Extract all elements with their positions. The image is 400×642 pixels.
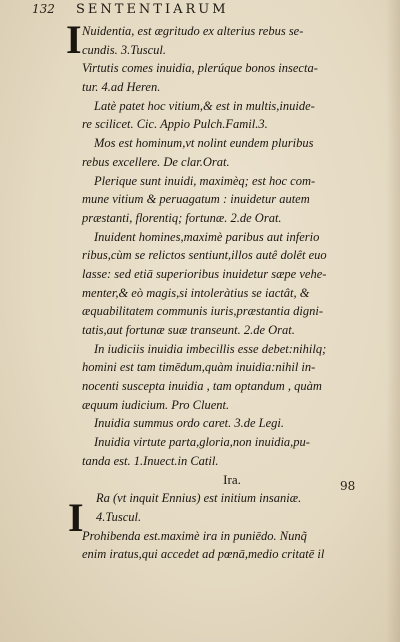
text-line: tatis,aut fortunæ suæ transeunt. 2.de Orat. xyxy=(82,323,295,337)
text-line: Virtutis comes inuidia, plerúque bonos insecta- xyxy=(82,61,318,76)
body-text xyxy=(82,22,382,564)
text-line: Ra (vt inquit Ennius) est initium insaniæ. xyxy=(96,491,302,506)
text-line: Inuidia virtute parta,gloria,non inuidia,pu- xyxy=(94,435,310,450)
text-line: tanda est. 1.Inuect.in Catil. xyxy=(82,453,219,468)
text-line: re scilicet. Cic. Appio Pulch.Famil.3. xyxy=(82,117,268,132)
text-line: Nuidentia, est ægritudo ex alterius rebus se- xyxy=(82,24,304,38)
text-line: præstanti, florentiq; fortunæ. 2.de Orat. xyxy=(82,210,282,225)
text-line: æquabilitatem communis iuris,præstantia digni- xyxy=(82,304,323,319)
section-heading-ira: Ira. xyxy=(223,471,241,487)
text-line: ribus,cùm se relictos sentiunt,illos autê dolêt euo xyxy=(82,248,327,263)
text-line: Inuident homines,maximè paribus aut inferio xyxy=(94,229,320,244)
running-head xyxy=(32,2,384,20)
text-line: Inuidia summus ordo caret. 3.de Legi. xyxy=(94,416,285,431)
text-line: æquum iudicium. Pro Cluent. xyxy=(82,397,230,412)
text-line: nocenti suscepta inuidia , tam optandum , quàm xyxy=(82,379,322,394)
text-line: cundis. 3.Tuscul. xyxy=(82,42,167,57)
running-title: SENTENTIARUM xyxy=(76,2,229,17)
text-line: enim iratus,qui accedet ad pœnā,medio critatē il xyxy=(82,547,325,562)
text-line: tur. 4.ad Heren. xyxy=(82,80,161,95)
text-line: 4.Tuscul. xyxy=(96,509,142,524)
text-line: homini est tam timēdum,quàm inuidia:nihil in- xyxy=(82,360,316,375)
text-line: Prohibenda est.maximè ira in puniēdo. Nunq̃ xyxy=(82,528,307,543)
page-number: 132 xyxy=(32,2,55,16)
text-line: rebus excellere. De clar.Orat. xyxy=(82,154,230,169)
text-line: menter,& eò magis,si intoleràtius se iactât, & xyxy=(82,285,310,300)
page-edge-shadow xyxy=(386,0,400,642)
text-line: Plerique sunt inuidi, maximèq; est hoc com- xyxy=(94,173,316,188)
marginal-number: 98 xyxy=(340,479,356,493)
text-line: mune vitium & peruagatum : inuidetur autem xyxy=(82,192,310,207)
text-line: Latè patet hoc vitium,& est in multis,inuide- xyxy=(94,98,315,113)
drop-capital-ira: I xyxy=(68,495,84,540)
text-line: In iudiciis inuidia imbecillis esse debet:nihilq; xyxy=(94,341,327,356)
drop-capital-invidentia: I xyxy=(66,17,82,62)
text-line: Mos est hominum,vt nolint eundem pluribus xyxy=(94,136,314,151)
text-line: lasse: sed etiā superioribus inuidetur sæpe vehe- xyxy=(82,266,327,281)
